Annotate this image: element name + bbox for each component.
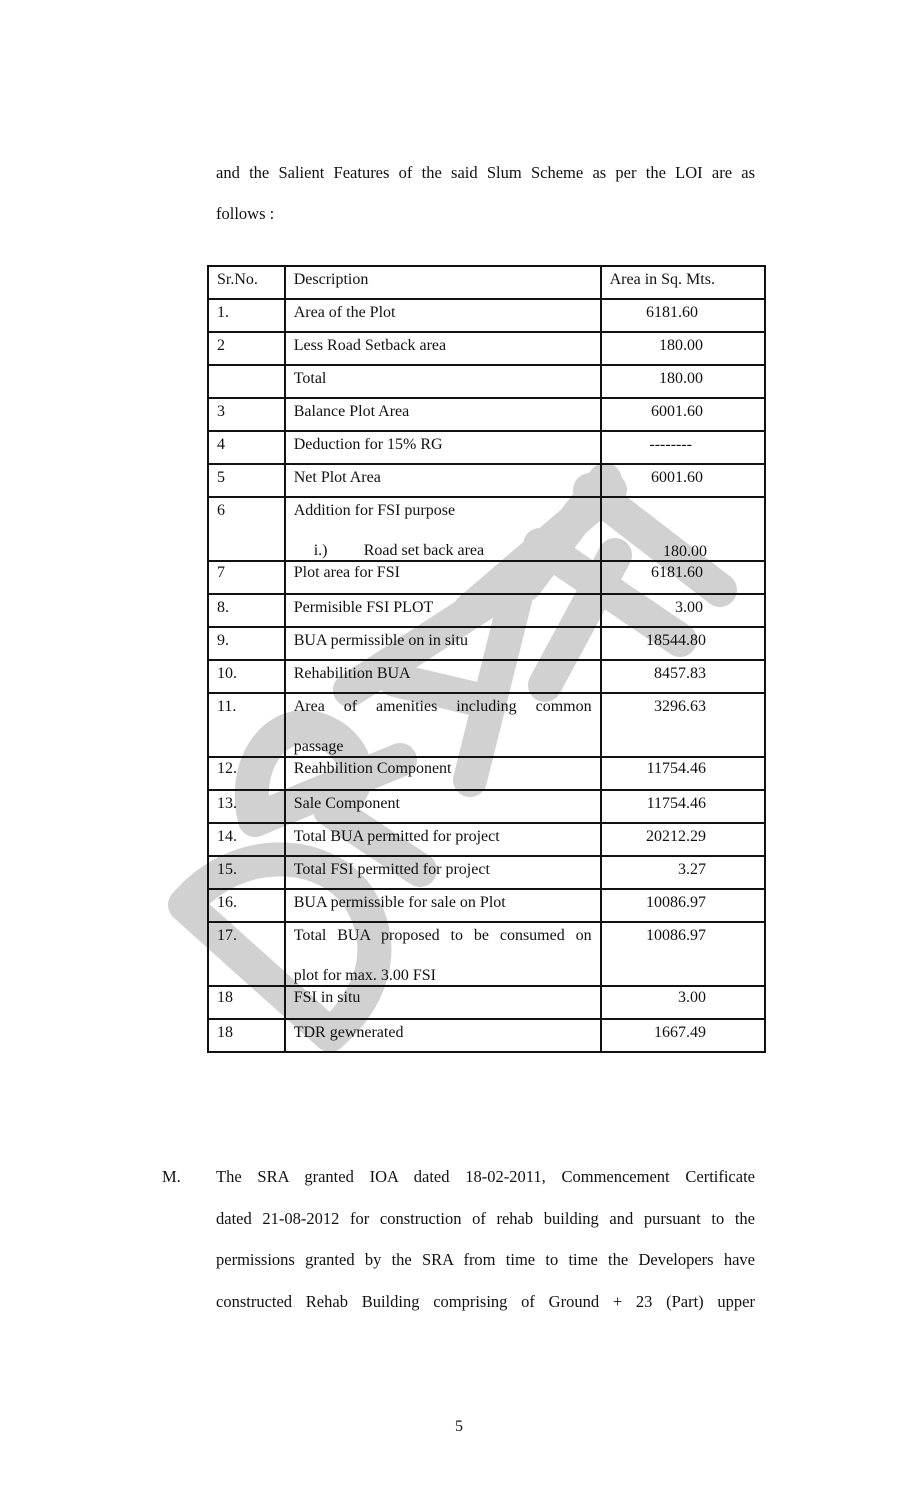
row-value: 3.27 [678, 861, 706, 878]
table-row [208, 299, 765, 332]
header-sr-no: Sr.No. [217, 271, 258, 288]
row-sr: 5 [217, 469, 225, 486]
table-header-row [208, 266, 765, 299]
table-row [208, 594, 765, 627]
row-description [286, 498, 600, 560]
row-description: BUA permissible for sale on Plot [293, 894, 506, 911]
intro-line-1: and the Salient Features of the said Slum Scheme as per the LOI are as [216, 163, 755, 182]
row-description: Total [293, 370, 327, 387]
row-sr: 13. [217, 795, 237, 812]
row-sr: 16. [217, 894, 237, 911]
row-description-line-2: plot for max. 3.00 FSI [293, 967, 436, 984]
page-number: 5 [455, 1418, 463, 1435]
table-row [208, 332, 765, 365]
paragraph-m-line-1: The SRA granted IOA dated 18-02-2011, Commencement Certificate [216, 1167, 755, 1186]
row-sr: 8. [217, 599, 229, 616]
row-sr [209, 366, 284, 369]
table-row [208, 561, 765, 594]
row-sub-number: i.) [313, 542, 328, 559]
table-row [208, 823, 765, 856]
row-value: 3296.63 [654, 698, 706, 715]
row-sr: 18 [217, 1024, 233, 1041]
row-description: Total FSI permitted for project [293, 861, 490, 878]
table-row [208, 922, 765, 986]
row-value: 180.00 [659, 337, 703, 354]
row-sr: 7 [217, 564, 225, 581]
row-value: 6181.60 [651, 564, 703, 581]
table-row [208, 986, 765, 1019]
row-sr: 1. [217, 304, 229, 321]
row-sr: 12. [217, 760, 237, 777]
row-sr: 15. [217, 861, 237, 878]
row-value: 10086.97 [646, 894, 706, 911]
header-description: Description [293, 271, 369, 288]
row-description: Less Road Setback area [293, 337, 447, 354]
row-description [286, 923, 600, 985]
row-value: 3.00 [675, 599, 703, 616]
row-sub-item [294, 542, 592, 560]
row-sub-description: Road set back area [363, 542, 485, 559]
row-value: 20212.29 [646, 828, 706, 845]
row-sr: 4 [217, 436, 225, 453]
row-description: FSI in situ [293, 989, 361, 1006]
row-sr: 3 [217, 403, 225, 420]
row-value: 11754.46 [646, 795, 706, 812]
table-row [208, 398, 765, 431]
row-description-main: Addition for FSI purpose [293, 502, 456, 519]
table-row [208, 790, 765, 823]
row-sr: 10. [217, 665, 237, 682]
row-value: 6181.60 [646, 304, 698, 321]
row-value: 1667.49 [654, 1024, 706, 1041]
salient-features-table [207, 265, 766, 1053]
row-value: 6001.60 [651, 469, 703, 486]
row-value: 6001.60 [651, 403, 703, 420]
table-row [208, 365, 765, 398]
row-description-line-1: Area of amenities including common [293, 698, 592, 715]
intro-line-2: follows : [216, 204, 275, 223]
row-sr: 6 [217, 502, 225, 519]
row-sr: 17. [217, 927, 237, 944]
row-description: Area of the Plot [293, 304, 396, 321]
row-value: 10086.97 [646, 927, 706, 944]
row-description: BUA permissible on in situ [293, 632, 468, 649]
table-row [208, 431, 765, 464]
row-value: 18544.80 [646, 632, 706, 649]
row-value: 180.00 [663, 543, 707, 560]
table-row [208, 660, 765, 693]
row-description: Permisible FSI PLOT [293, 599, 434, 616]
row-description: Total BUA permitted for project [293, 828, 500, 845]
header-area: Area in Sq. Mts. [609, 271, 715, 288]
row-value: 11754.46 [646, 760, 706, 777]
table-row [208, 1019, 765, 1052]
row-sr: 18 [217, 989, 233, 1006]
table-row [208, 464, 765, 497]
row-sr: 2 [217, 337, 225, 354]
row-description: Net Plot Area [293, 469, 381, 486]
table-row [208, 693, 765, 757]
table-row [208, 757, 765, 790]
row-sr: 11. [217, 698, 237, 715]
row-description-line-1: Total BUA proposed to be consumed on [293, 927, 592, 944]
table-row [208, 856, 765, 889]
row-value: 180.00 [659, 370, 703, 387]
table-row [208, 497, 765, 561]
row-description: TDR gewnerated [293, 1024, 404, 1041]
row-description: Sale Component [293, 795, 400, 812]
row-value: -------- [649, 436, 692, 453]
table-row [208, 627, 765, 660]
row-value: 3.00 [678, 989, 706, 1006]
row-description: Rehabilition BUA [293, 665, 411, 682]
row-description: Plot area for FSI [293, 564, 400, 581]
row-description [286, 694, 600, 756]
row-description: Reahbilition Component [293, 760, 452, 777]
row-sr: 14. [217, 828, 237, 845]
paragraph-m-marker: M. [162, 1167, 181, 1186]
row-description: Deduction for 15% RG [293, 436, 443, 453]
row-value: 8457.83 [654, 665, 706, 682]
row-description: Balance Plot Area [293, 403, 410, 420]
paragraph-m-line-2: dated 21-08-2012 for construction of rehab building and pursuant to the [216, 1209, 755, 1228]
table-row [208, 889, 765, 922]
paragraph-m-line-3: permissions granted by the SRA from time to time the Developers have [216, 1250, 755, 1269]
paragraph-m-line-4: constructed Rehab Building comprising of Ground + 23 (Part) upper [216, 1292, 755, 1311]
row-description-line-2: passage [293, 738, 344, 755]
row-sr: 9. [217, 632, 229, 649]
